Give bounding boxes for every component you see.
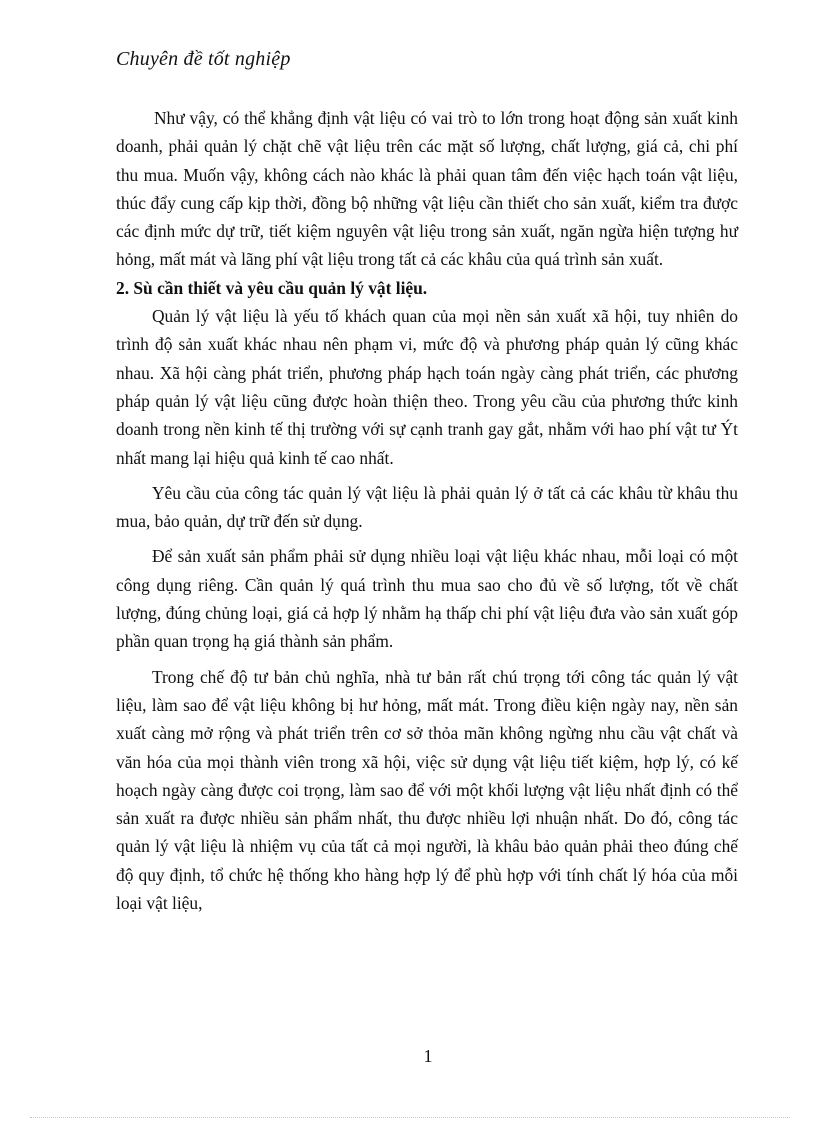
paragraph: Quản lý vật liệu là yếu tố khách quan của mọi nền sản xuất xã hội, tuy nhiên do trình độ sản xuất khác nhau nên phạm vi, mức độ và phương pháp quản lý cũng khác nhau. Xã hội càng phát triển, phương pháp hạch toán ngày càng phát triển, các phương pháp quản lý vật liệu cũng được hoàn thiện theo. Trong yêu cầu của phương thức kinh doanh trong nền kinh tế thị trường với sự cạnh tranh gay gắt, nhằm với hao phí vật tư Ýt nhất mang lại hiệu quả kinh tế cao nhất. [116, 306, 738, 468]
paragraph: Yêu cầu của công tác quản lý vật liệu là phải quản lý ở tất cả các khâu từ khâu thu mua, bảo quản, dự trữ đến sử dụng. [116, 482, 738, 532]
paragraph: Trong chế độ tư bản chủ nghĩa, nhà tư bản rất chú trọng tới công tác quản lý vật liệu, làm sao để vật liệu không bị hư hỏng, mất mát. Trong điều kiện ngày nay, nền sản xuất càng mở rộng và phát triển trên cơ sở thỏa mãn không ngừng nhu cầu vật chất và văn hóa của mọi thành viên trong xã hội, việc sử dụng vật liệu tiết kiệm, hợp lý, có kế hoạch ngày càng được coi trọng, làm sao để với một khối lượng vật liệu nhất định có thể sản xuất ra được nhiều sản phẩm nhất, thu được nhiều lợi nhuận nhất. Do đó, công tác quản lý vật liệu là nhiệm vụ của tất cả mọi người, là khâu bảo quản phải theo đúng chế độ quy định, tổ chức hệ thống kho hàng hợp lý để phù hợp với tính chất lý hóa của mỗi loại vật liệu, [116, 666, 738, 914]
document-body [116, 104, 738, 924]
page-number: 1 [423, 1046, 433, 1066]
running-header-title: Chuyên đề tốt nghiệp [116, 48, 291, 70]
paragraph: Như vậy, có thể khẳng định vật liệu có vai trò to lớn trong hoạt động sản xuất kinh doanh, phải quản lý chặt chẽ vật liệu trên các mặt số lượng, chất lượng, giá cả, chi phí thu mua. Muốn vậy, không cách nào khác là phải quan tâm đến việc hạch toán vật liệu, thúc đẩy cung cấp kịp thời, đồng bộ những vật liệu cần thiết cho sản xuất, kiểm tra được các định mức dự trữ, tiết kiệm nguyên vật liệu trong sản xuất, ngăn ngừa hiện tượng hư hỏng, mất mát và lãng phí vật liệu trong tất cả các khâu của quá trình sản xuất. [116, 108, 738, 270]
footer-divider [30, 1117, 790, 1118]
section-heading: 2. Sù cần thiết và yêu cầu quản lý vật liệu. [116, 277, 428, 298]
paragraph: Để sản xuất sản phẩm phải sử dụng nhiều loại vật liệu khác nhau, mỗi loại có một công dụng riêng. Cần quản lý quá trình thu mua sao cho đủ về số lượng, tốt về chất lượng, đúng chủng loại, giá cả hợp lý nhằm hạ thấp chi phí vật liệu đưa vào sản xuất góp phần quan trọng hạ giá thành sản phẩm. [116, 546, 738, 652]
